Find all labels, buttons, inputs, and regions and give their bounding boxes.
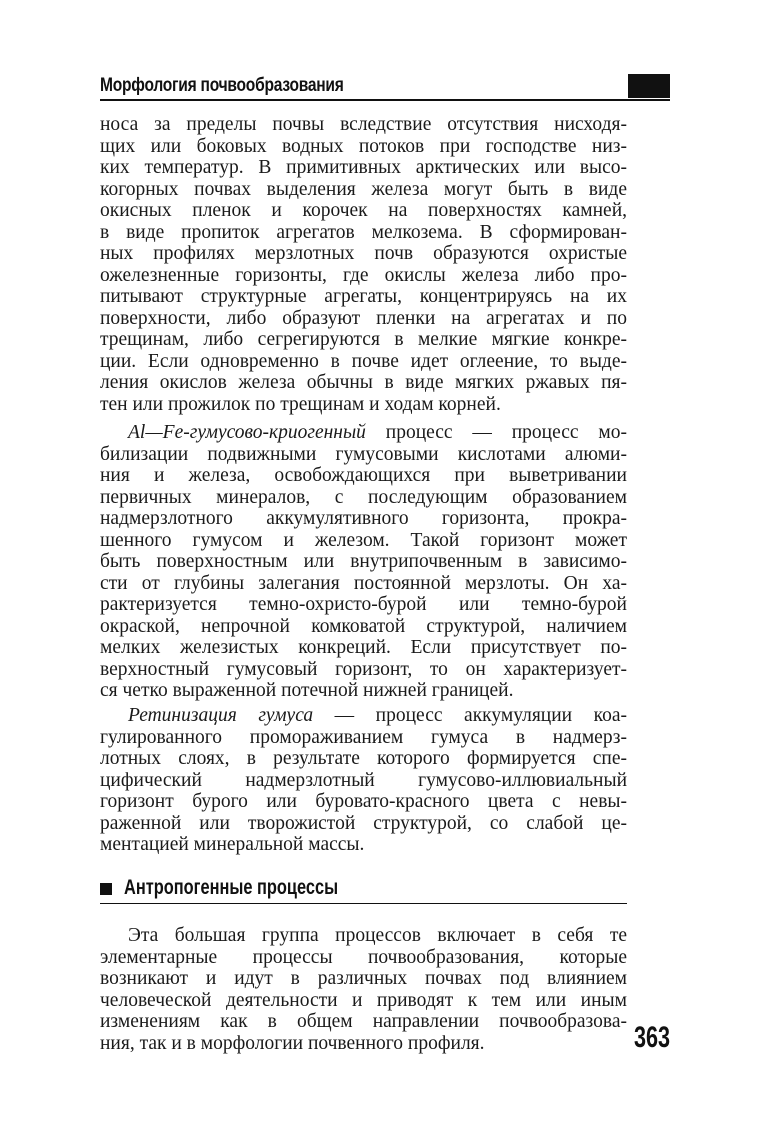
text-line: раженной или творожистой структурой, со слабой це- bbox=[100, 812, 627, 834]
text-line: надмерзлотного аккумулятивного горизонта, прокра- bbox=[100, 508, 627, 529]
running-head-title: Морфология почвообразования bbox=[100, 75, 344, 96]
text-line: шенного гумусом и железом. Такой горизонт может bbox=[100, 529, 627, 551]
text-line: возникают и идут в различных почвах под влиянием bbox=[100, 968, 627, 989]
text-line: Эта большая группа процессов включает в себя те bbox=[128, 925, 627, 946]
text-line: лотных слоях, в результате которого формируется спе- bbox=[100, 748, 627, 769]
running-head-block bbox=[628, 74, 670, 98]
page-number: 363 bbox=[634, 1021, 671, 1054]
text-line: трещинам, либо сегрегируются в мелкие мягкие конкре- bbox=[100, 329, 627, 350]
paragraph-1 bbox=[100, 114, 627, 415]
term-al-fe: Al—Fe-гумусово-криогенный bbox=[128, 422, 366, 443]
term-retinization: Ретинизация гумуса bbox=[128, 705, 314, 726]
section-title: Антропогенные процессы bbox=[124, 876, 339, 899]
paragraph-2 bbox=[100, 422, 627, 702]
section-rule bbox=[100, 903, 627, 904]
text-line: сти от глубины залегания постоянной мерзлоты. Он ха- bbox=[100, 572, 627, 594]
text-line: элементарные процессы почвообразования, которые bbox=[100, 946, 627, 968]
text-line: в виде пропиток агрегатов мелкозема. В сформирован- bbox=[100, 221, 627, 243]
running-head bbox=[100, 74, 670, 100]
text-line: ментацией минеральной массы. bbox=[100, 834, 365, 855]
text-line: окисных пленок и корочек на поверхностях камней, bbox=[100, 200, 627, 221]
text-line-first bbox=[100, 422, 627, 444]
text-line: ных профилях мерзлотных почв образуются охристые bbox=[100, 243, 627, 264]
running-head-rule bbox=[100, 99, 670, 101]
text-line: ожелезненные горизонты, где окислы железа либо про- bbox=[100, 264, 627, 286]
text-line: быть поверхностным или внутрипочвенным в зависимо- bbox=[100, 551, 627, 572]
text-line: ся четко выраженной потечной нижней границей. bbox=[100, 680, 514, 701]
text-line: первичных минералов, с последующим образованием bbox=[100, 486, 627, 508]
text-line: горизонт бурого или буровато-красного цвета с невы- bbox=[100, 791, 627, 812]
text-line: цифический надмерзлотный гумусово-иллювиальный bbox=[100, 769, 627, 791]
text-line: верхностный гумусовый горизонт, то он характеризует- bbox=[100, 658, 627, 680]
text-line: носа за пределы почвы вследствие отсутствия нисходя- bbox=[100, 114, 627, 135]
text-line-first bbox=[100, 705, 627, 727]
text-line: человеческой деятельности и приводят к тем или иным bbox=[100, 989, 627, 1011]
text-line: ния и железа, освобождающихся при выветривании bbox=[100, 465, 627, 486]
text-line: ния, так и в морфологии почвенного профиля. bbox=[100, 1032, 485, 1054]
text-line: гулированного промораживанием гумуса в надмерз- bbox=[100, 726, 627, 748]
text-line: когорных почвах выделения железа могут быть в виде bbox=[100, 178, 627, 200]
paragraph-4 bbox=[100, 925, 627, 1054]
text-line: щих или боковых водных потоков при господстве низ- bbox=[100, 135, 627, 157]
text-line: ции. Если одновременно в почве идет оглеение, то выде- bbox=[100, 350, 627, 372]
text-line: рактеризуется темно-охристо-бурой или темно-бурой bbox=[100, 594, 627, 615]
text-line: поверхности, либо образуют пленки на агрегатах и по bbox=[100, 307, 627, 329]
square-bullet-icon bbox=[100, 883, 112, 895]
paragraph-3 bbox=[100, 705, 627, 856]
text-line: тен или прожилок по трещинам и ходам корней. bbox=[100, 393, 501, 415]
section-heading bbox=[100, 875, 627, 905]
text-line: ления окислов железа обычны в виде мягких ржавых пя- bbox=[100, 372, 627, 393]
text-run: процесс — процесс мо- bbox=[365, 422, 627, 443]
text-line: изменениям как в общем направлении почвообразова- bbox=[100, 1011, 627, 1032]
text-line: окраской, непрочной комковатой структурой, наличием bbox=[100, 615, 627, 637]
text-line: мелких железистых конкреций. Если присутствует по- bbox=[100, 637, 627, 658]
text-line: билизации подвижными гумусовыми кислотами алюми- bbox=[100, 443, 627, 465]
text-line: питывают структурные агрегаты, концентрируясь на их bbox=[100, 286, 627, 307]
text-line: ких температур. В примитивных арктических или высо- bbox=[100, 157, 627, 178]
text-run: — процесс аккумуляции коа- bbox=[313, 705, 628, 726]
